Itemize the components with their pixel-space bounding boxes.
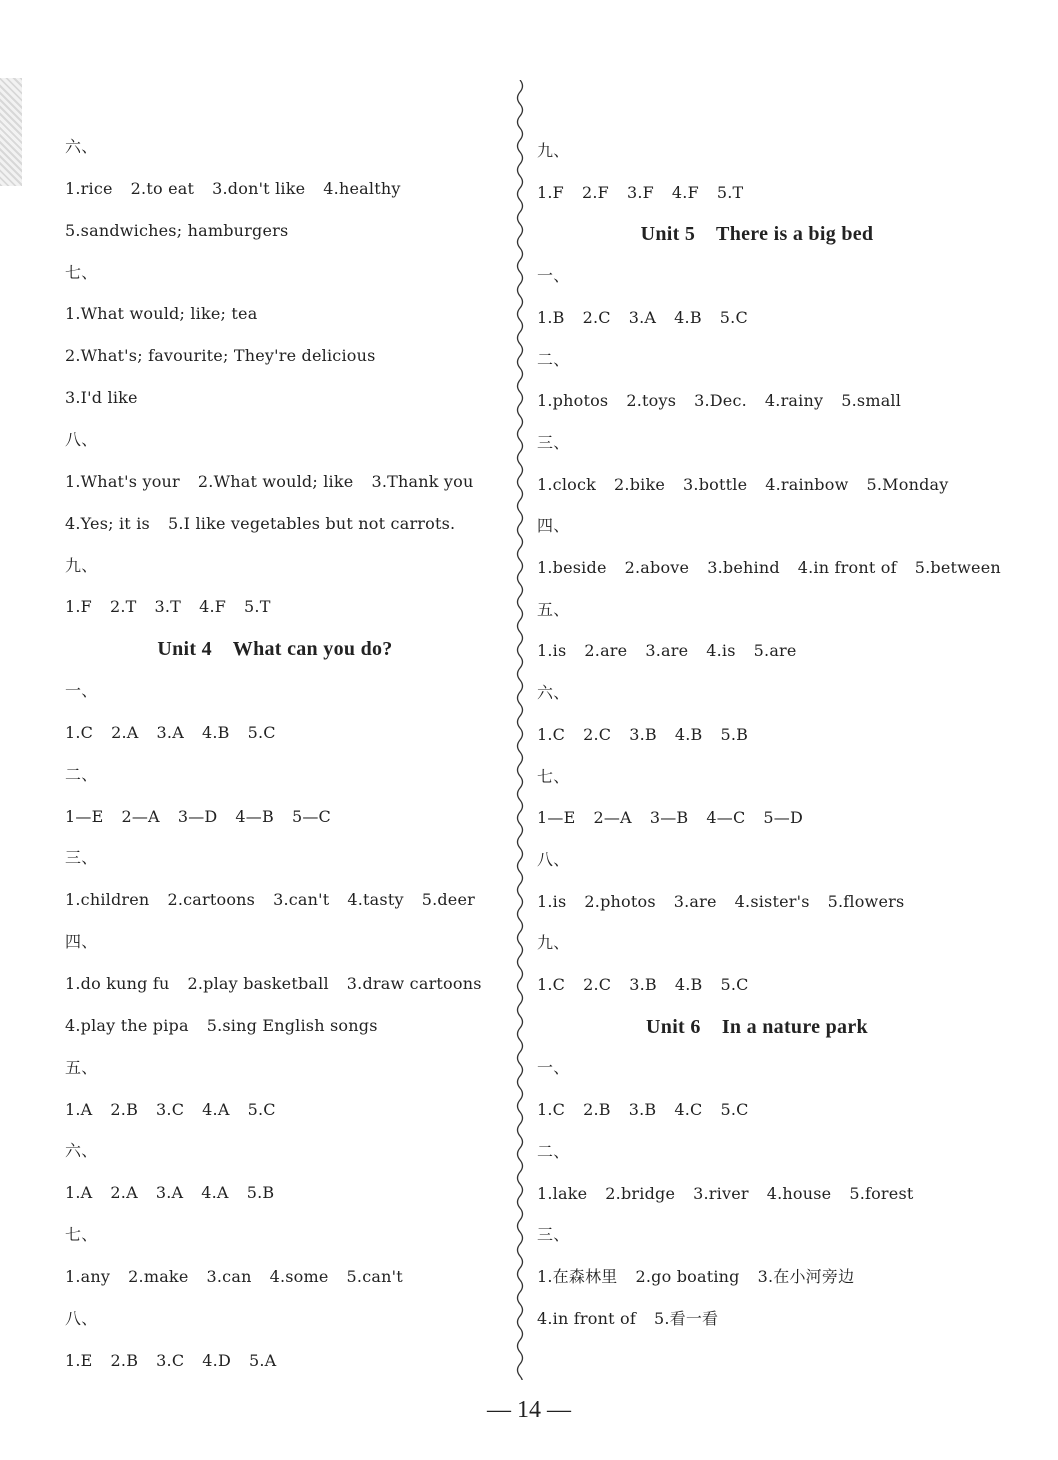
- answer-item: 5.between: [914, 558, 1001, 577]
- answer-item: 2.A: [110, 1183, 138, 1203]
- section-number: 三、: [65, 848, 98, 868]
- section-number: 四、: [65, 932, 98, 952]
- answer-item: 2.cartoons: [167, 890, 256, 910]
- answer-item: 1.在森林里: [537, 1266, 618, 1286]
- answer-item: 3.在小河旁边: [757, 1266, 855, 1286]
- answer-item: 2.bridge: [605, 1183, 676, 1203]
- answer-item: 3.can: [206, 1266, 252, 1286]
- answer-item: 4.B: [674, 724, 703, 744]
- answer-item: 3.draw cartoons: [346, 974, 482, 993]
- section-number: 八、: [65, 1308, 98, 1328]
- answer-line: [65, 388, 138, 408]
- section-number: 四、: [537, 516, 570, 536]
- answer-item: 5.T: [716, 182, 744, 202]
- answer-item: 3.A: [155, 1183, 184, 1203]
- answer-item: 1.photos: [537, 391, 609, 411]
- page-number: — 14 —: [487, 1397, 571, 1423]
- answer-item: 4.rainbow: [765, 474, 849, 494]
- answer-item: 3.A: [156, 722, 184, 742]
- section-number: 二、: [65, 764, 98, 784]
- answer-item: 2.go boating: [635, 1266, 740, 1286]
- answer-item: 3.can't: [273, 890, 330, 910]
- answer-item: 1.A: [65, 1099, 93, 1119]
- answer-item: 1.F: [537, 182, 564, 202]
- answer-item: 4—B: [235, 806, 274, 826]
- answer-item: 4.F: [671, 182, 699, 202]
- section-number: 二、: [537, 349, 570, 369]
- answer-item: 4—C: [706, 808, 746, 828]
- answer-item: 2.C: [583, 975, 612, 994]
- answer-line: [65, 1100, 276, 1120]
- column-divider: [509, 80, 531, 1380]
- answer-line: [537, 308, 748, 328]
- answer-item: 5.forest: [849, 1183, 914, 1203]
- section-number: 三、: [537, 432, 570, 452]
- answer-item: 3.behind: [707, 558, 780, 577]
- section-number: 九、: [537, 933, 570, 953]
- answer-item: 2.C: [582, 307, 611, 327]
- answer-item: 1.is: [537, 891, 567, 911]
- answer-item: 3.are: [673, 891, 717, 911]
- answer-item: 5—C: [291, 806, 331, 826]
- answer-item: 2.F: [581, 182, 609, 202]
- answer-item: 2.above: [624, 558, 690, 577]
- section-number: 六、: [65, 137, 98, 156]
- answer-item: 5.sandwiches; hamburgers: [65, 220, 289, 240]
- answer-item: 3.I'd like: [65, 388, 138, 408]
- answer-item: 2.play basketball: [187, 974, 329, 993]
- answer-line: [537, 725, 748, 745]
- answer-item: 4.D: [202, 1350, 231, 1370]
- answer-item: 2.What's; favourite; They're delicious: [65, 346, 376, 366]
- answer-item: 1.lake: [537, 1183, 588, 1203]
- answer-item: 1.C: [537, 975, 566, 994]
- answer-item: 5.sing English songs: [206, 1015, 378, 1035]
- answer-item: 1.C: [537, 1100, 566, 1120]
- unit-heading: Unit 6 In a nature park: [646, 1015, 868, 1038]
- answer-item: 2—A: [593, 808, 632, 828]
- section-number: 三、: [537, 1225, 570, 1245]
- answer-item: 3.river: [693, 1183, 749, 1203]
- answer-item: 5.can't: [346, 1266, 403, 1286]
- answer-line: [537, 475, 949, 495]
- answer-item: 3.B: [629, 975, 657, 994]
- answer-item: 3.B: [628, 1100, 657, 1120]
- answer-line: [537, 641, 797, 661]
- answer-line: [65, 723, 276, 743]
- answer-item: 5.C: [719, 307, 748, 327]
- answer-item: 4.healthy: [323, 178, 401, 198]
- answer-item: 3.B: [629, 724, 657, 744]
- answer-item: 1.children: [65, 890, 150, 910]
- answer-item: 4.house: [766, 1183, 832, 1203]
- answer-item: 5.are: [753, 641, 797, 661]
- answer-item: 2.to eat: [130, 178, 195, 198]
- answer-item: 5.B: [246, 1183, 275, 1203]
- answer-item: 3.Thank you: [371, 471, 474, 491]
- answer-item: 1.C: [65, 722, 94, 742]
- answer-item: 1.A: [65, 1183, 93, 1203]
- answer-item: 5.small: [841, 391, 902, 411]
- answer-line: [65, 1183, 274, 1203]
- section-number: 六、: [537, 683, 570, 703]
- answer-line: [537, 391, 901, 411]
- answer-item: 4.F: [199, 597, 227, 617]
- answer-item: 4.is: [706, 641, 736, 661]
- answer-item: 1—E: [537, 808, 576, 828]
- answer-item: 1.What's your: [65, 471, 180, 491]
- answer-item: 4.A: [201, 1183, 229, 1203]
- answer-item: 5.C: [247, 722, 276, 742]
- answer-item: 4.tasty: [347, 890, 404, 910]
- section-number: 八、: [65, 429, 98, 449]
- answer-line: [65, 1267, 403, 1287]
- answer-line: [65, 974, 482, 994]
- answer-line: [65, 890, 475, 910]
- section-number: 九、: [65, 555, 98, 575]
- answer-item: 2.A: [111, 722, 139, 742]
- answer-item: 5.A: [248, 1350, 277, 1370]
- answer-item: 4.Yes; it is: [65, 513, 150, 533]
- answer-item: 3.don't like: [212, 178, 306, 198]
- answer-item: 3—D: [177, 806, 218, 826]
- answer-line: [537, 1184, 914, 1204]
- answer-item: 2.photos: [584, 891, 656, 911]
- answer-item: 4.some: [269, 1266, 329, 1286]
- answer-item: 4.A: [202, 1099, 230, 1119]
- answer-item: 2.B: [110, 1350, 139, 1370]
- answer-item: 3.C: [156, 1350, 185, 1370]
- answer-item: 1.E: [65, 1350, 93, 1370]
- answer-item: 2.make: [128, 1266, 189, 1286]
- answer-item: 5.C: [247, 1099, 276, 1119]
- section-number: 七、: [537, 766, 570, 786]
- answer-item: 5.deer: [421, 890, 475, 910]
- answer-item: 2.B: [583, 1100, 611, 1120]
- answer-item: 5.T: [244, 597, 271, 617]
- section-number: 八、: [537, 849, 570, 869]
- section-number: 九、: [537, 141, 570, 160]
- answer-line: [537, 1309, 718, 1329]
- answer-line: [65, 346, 376, 366]
- answer-line: [65, 807, 331, 827]
- answer-item: 4.B: [674, 307, 702, 327]
- answer-item: 4.in front of: [797, 558, 897, 577]
- answer-item: 3.A: [628, 307, 657, 327]
- answer-line: [65, 514, 455, 534]
- unit-heading: Unit 4 What can you do?: [157, 638, 393, 661]
- answer-line: [537, 1100, 749, 1120]
- answer-item: 4.B: [674, 975, 703, 994]
- answer-item: 5.看一看: [653, 1308, 719, 1328]
- answer-item: 5.B: [720, 724, 749, 744]
- answer-item: 4.play the pipa: [65, 1015, 189, 1035]
- answer-item: 1.What would; like; tea: [65, 304, 258, 324]
- answer-line: [537, 183, 743, 203]
- answer-item: 4.in front of: [537, 1308, 636, 1328]
- answer-item: 1.any: [65, 1266, 111, 1286]
- answer-line: [65, 597, 271, 617]
- answer-line: [537, 975, 749, 995]
- answer-item: 3.C: [156, 1099, 185, 1119]
- answer-item: 3.T: [154, 597, 182, 617]
- answer-item: 1.do kung fu: [65, 974, 170, 993]
- answer-item: 1.C: [537, 724, 566, 744]
- answer-line: [65, 472, 474, 492]
- answer-line: [65, 179, 401, 199]
- answer-item: 4.B: [201, 722, 230, 742]
- answer-line: [537, 892, 904, 912]
- answer-line: [65, 1351, 276, 1371]
- answer-item: 4.sister's: [734, 891, 810, 911]
- answer-item: 2.T: [109, 597, 137, 617]
- answer-item: 2—A: [121, 806, 160, 826]
- answer-line: [537, 808, 803, 828]
- answer-line: [65, 1016, 378, 1036]
- unit-heading: Unit 5 There is a big bed: [640, 223, 874, 246]
- answer-item: 3.F: [626, 182, 654, 202]
- answer-item: 1.F: [65, 597, 92, 617]
- answer-line: [537, 1267, 854, 1287]
- answer-item: 5.C: [720, 1100, 749, 1120]
- answer-line: [537, 558, 1001, 578]
- answer-item: 2.bike: [614, 474, 666, 494]
- section-number: 二、: [537, 1141, 570, 1161]
- answer-item: 1.beside: [537, 558, 607, 577]
- section-number: 一、: [65, 681, 98, 701]
- section-number: 五、: [65, 1057, 98, 1077]
- section-number: 七、: [65, 262, 98, 282]
- page-edge-texture: [0, 78, 22, 186]
- section-number: 六、: [65, 1141, 98, 1161]
- answer-line: [65, 221, 288, 241]
- answer-item: 3.Dec.: [694, 391, 747, 411]
- answer-item: 5.C: [720, 975, 749, 994]
- answer-item: 2.toys: [626, 391, 677, 411]
- answer-item: 3.are: [645, 641, 689, 661]
- section-number: 五、: [537, 599, 570, 619]
- answer-item: 5.Monday: [866, 474, 949, 494]
- answer-item: 1.is: [537, 641, 567, 661]
- answer-item: 1.B: [537, 307, 565, 327]
- answer-item: 1.clock: [537, 474, 597, 494]
- answer-item: 5.flowers: [827, 891, 905, 911]
- answer-item: 2.B: [110, 1099, 139, 1119]
- answer-item: 1—E: [65, 806, 104, 826]
- answer-item: 2.are: [584, 641, 628, 661]
- answer-item: 2.What would; like: [197, 471, 354, 491]
- answer-item: 4.C: [674, 1100, 703, 1120]
- answer-item: 5.I like vegetables but not carrots.: [167, 513, 456, 533]
- answer-item: 4.rainy: [764, 391, 824, 411]
- answer-line: [65, 304, 257, 324]
- section-number: 一、: [537, 1058, 570, 1078]
- answer-item: 3.bottle: [683, 474, 748, 494]
- answer-item: 3—B: [649, 808, 689, 828]
- answer-item: 5—D: [763, 808, 803, 828]
- answer-item: 1.rice: [65, 178, 113, 198]
- section-number: 一、: [537, 266, 570, 286]
- section-number: 七、: [65, 1225, 98, 1245]
- answer-item: 2.C: [583, 724, 612, 744]
